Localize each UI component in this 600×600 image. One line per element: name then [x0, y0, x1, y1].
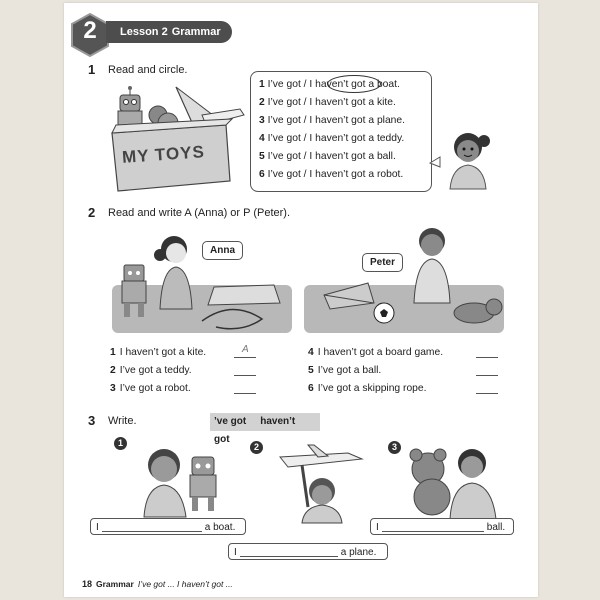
workbook-page	[64, 3, 538, 597]
exercise-3-instruction: Write.	[108, 415, 137, 427]
ex2-sentence-6: 6 I’ve got a skipping rope.	[308, 383, 427, 394]
ex2-sentence-2: 2 I’ve got a teddy.	[110, 365, 192, 376]
ex2-answer-blank-6[interactable]	[476, 393, 498, 394]
word-bank	[210, 413, 320, 445]
circle-line-2: 2 I’ve got / I haven’t got a kite.	[259, 97, 396, 108]
unit-number: 2	[83, 17, 97, 44]
ex3-answer-box-2: I a plane.	[228, 543, 388, 560]
ex3-answer-box-3: I ball.	[370, 518, 514, 535]
exercise-2-instruction: Read and write A (Anna) or P (Peter).	[108, 207, 290, 219]
picture-number-2: 2	[250, 441, 263, 454]
exercise-1-number: 1	[88, 62, 96, 77]
lesson-title-bar	[106, 21, 232, 43]
picture-number-3: 3	[388, 441, 401, 454]
peter-scene-illustration	[304, 225, 504, 333]
ex2-answer-1: A	[242, 344, 249, 355]
exercise-2-number: 2	[88, 205, 96, 220]
circle-line-6: 6 I’ve got / I haven’t got a robot.	[259, 169, 404, 180]
picture-number-1: 1	[114, 437, 127, 450]
word-bank-item: ’ve got	[214, 416, 247, 427]
ex2-answer-blank-4[interactable]	[476, 357, 498, 358]
ex2-answer-blank-2[interactable]	[234, 375, 256, 376]
ex3-answer-box-1: I a boat.	[90, 518, 246, 535]
circle-line-5: 5 I’ve got / I haven’t got a ball.	[259, 151, 396, 162]
page-footer	[82, 579, 233, 589]
ex2-answer-blank-3[interactable]	[234, 393, 256, 394]
circle-line-3: 3 I’ve got / I haven’t got a plane.	[259, 115, 405, 126]
boy-with-robot-illustration	[130, 443, 230, 517]
ex2-sentence-1: 1 I haven’t got a kite.	[110, 347, 207, 358]
toy-box-illustration	[106, 85, 246, 193]
girl-with-teddy-illustration	[402, 445, 502, 519]
ex3-answer-gap-3[interactable]	[382, 521, 484, 532]
word-bank-item: haven’t got	[214, 416, 296, 445]
ex2-sentence-3: 3 I’ve got a robot.	[110, 383, 191, 394]
ex3-answer-gap-2[interactable]	[240, 546, 338, 557]
ex2-answer-blank-1[interactable]	[234, 357, 256, 358]
footer-description: I’ve got ... I haven’t got ...	[137, 579, 233, 589]
lesson-label: Lesson 2	[120, 26, 168, 38]
exercise-3-number: 3	[88, 413, 96, 428]
ex2-sentence-4: 4 I haven’t got a board game.	[308, 347, 444, 358]
ex2-answer-blank-5[interactable]	[476, 375, 498, 376]
ex2-sentence-5: 5 I’ve got a ball.	[308, 365, 382, 376]
circle-line-4: 4 I’ve got / I haven’t got a teddy.	[259, 133, 405, 144]
circle-line-1: 1 I’ve got / I haven’t got a boat.	[259, 79, 400, 90]
toy-box-label: MY TOYS	[121, 142, 206, 167]
boy-with-plane-illustration	[278, 443, 368, 523]
ex3-answer-gap-1[interactable]	[102, 521, 202, 532]
footer-section: Grammar	[96, 579, 134, 589]
anna-name-tag: Anna	[202, 241, 243, 260]
peter-name-tag: Peter	[362, 253, 403, 272]
exercise-1-instruction: Read and circle.	[108, 64, 188, 76]
girl-illustration	[430, 127, 500, 189]
page-number: 18	[82, 579, 93, 589]
lesson-topic: Grammar	[171, 26, 221, 38]
